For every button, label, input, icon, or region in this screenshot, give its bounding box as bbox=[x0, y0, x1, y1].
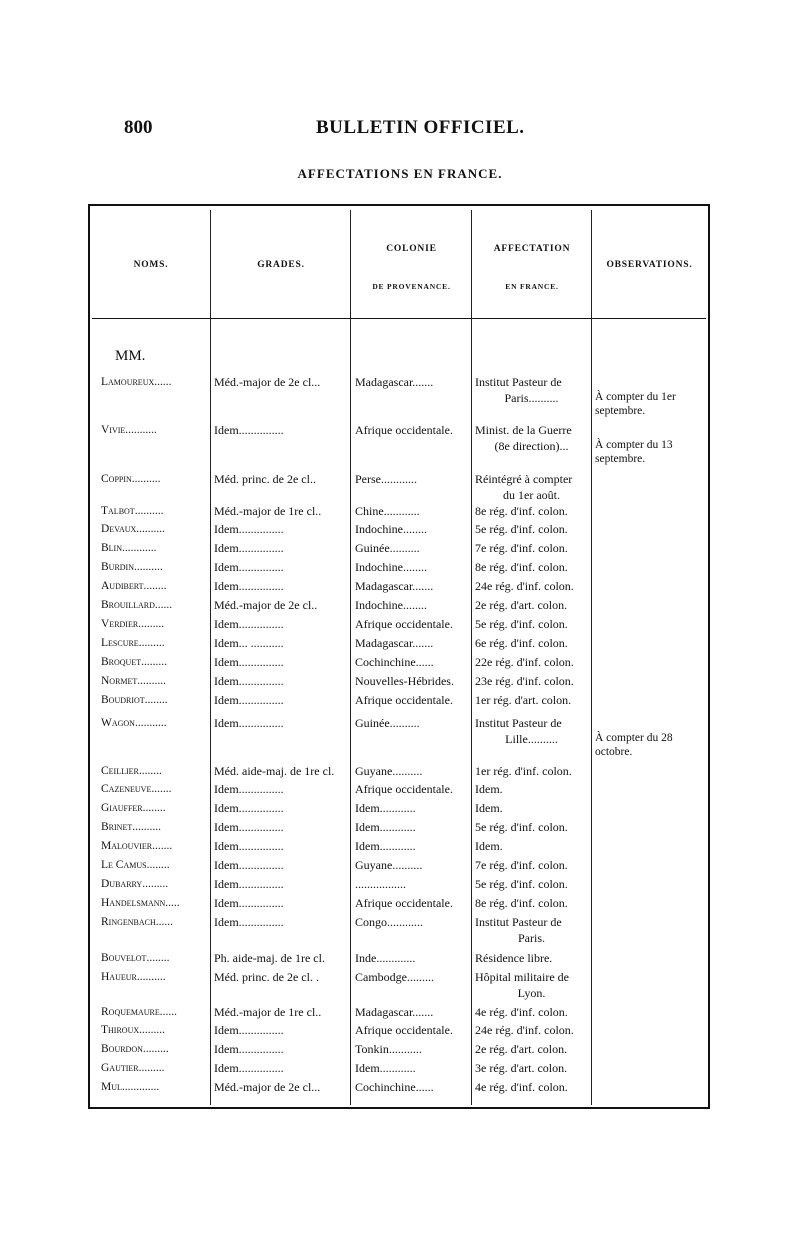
affectation-cell-cont: du 1er août. bbox=[503, 487, 560, 502]
name-cell: Ceillier........ bbox=[101, 765, 162, 777]
colonie-cell: Tonkin........... bbox=[355, 1042, 422, 1056]
colonie-cell: Afrique occidentale. bbox=[355, 617, 453, 631]
affectation-cell: 8e rég. d'inf. colon. bbox=[475, 504, 568, 518]
observation-cell: À compter du 28 octobre. bbox=[595, 732, 673, 758]
grade-cell: Méd.-major de 1re cl.. bbox=[214, 1005, 322, 1019]
colonie-cell: Cochinchine...... bbox=[355, 1080, 434, 1094]
grade-cell: Ph. aide-maj. de 1re cl. bbox=[214, 951, 325, 965]
colonie-cell: Afrique occidentale. bbox=[355, 1023, 453, 1037]
header-rule bbox=[92, 318, 706, 319]
affectation-cell: 1er rég. d'inf. colon. bbox=[475, 764, 572, 778]
colonie-cell: Guyane.......... bbox=[355, 858, 423, 872]
affectation-cell: 23e rég. d'inf. colon. bbox=[475, 674, 574, 688]
header-affectation-sub: EN FRANCE. bbox=[505, 282, 559, 291]
name-cell: Burdin.......... bbox=[101, 561, 163, 573]
colonie-cell: Idem............ bbox=[355, 820, 416, 834]
affectation-cell: 4e rég. d'inf. colon. bbox=[475, 1005, 568, 1019]
colonie-cell: Madagascar....... bbox=[355, 375, 434, 389]
header-observations: OBSERVATIONS. bbox=[606, 260, 693, 270]
colonie-cell: Madagascar....... bbox=[355, 636, 434, 650]
grade-cell: Idem............... bbox=[214, 716, 284, 730]
colonie-cell: Indochine........ bbox=[355, 598, 427, 612]
affectation-cell: Idem. bbox=[475, 839, 503, 853]
colonie-cell: Afrique occidentale. bbox=[355, 782, 453, 796]
name-cell: Haueur.......... bbox=[101, 971, 166, 983]
header-affectation: AFFECTATION bbox=[493, 244, 571, 254]
grade-cell: Idem............... bbox=[214, 1023, 284, 1037]
header-colonie-sub: DE PROVENANCE. bbox=[372, 282, 451, 291]
header-grades: GRADES. bbox=[257, 260, 305, 270]
colonie-cell: Chine............ bbox=[355, 504, 420, 518]
affectation-cell-cont: Lyon. bbox=[517, 985, 546, 1000]
name-cell: Thiroux......... bbox=[101, 1024, 166, 1036]
grade-cell: Idem............... bbox=[214, 896, 284, 910]
affectation-cell: Résidence libre. bbox=[475, 951, 553, 965]
colonie-cell: Nouvelles-Hébrides. bbox=[355, 674, 454, 688]
observation-cell: À compter du 13 septembre. bbox=[595, 439, 673, 465]
colonie-cell: Congo............ bbox=[355, 915, 424, 929]
colonie-cell: Inde............. bbox=[355, 951, 416, 965]
name-cell: Malouvier....... bbox=[101, 840, 173, 852]
grade-cell: Idem............... bbox=[214, 782, 284, 796]
affectation-cell: 5e rég. d'inf. colon. bbox=[475, 617, 568, 631]
grade-cell: Idem............... bbox=[214, 820, 284, 834]
header-colonie: COLONIE bbox=[386, 244, 437, 254]
name-cell: Brinet.......... bbox=[101, 821, 161, 833]
affectation-cell: 8e rég. d'inf. colon. bbox=[475, 560, 568, 574]
colonie-cell: Cambodge......... bbox=[355, 970, 434, 984]
grade-cell: Idem............... bbox=[214, 579, 284, 593]
affectation-cell: 8e rég. d'inf. colon. bbox=[475, 896, 568, 910]
name-cell: Normet.......... bbox=[101, 675, 167, 687]
affectation-cell: Institut Pasteur de bbox=[475, 915, 562, 929]
name-cell: Devaux.......... bbox=[101, 523, 166, 535]
affectation-cell: 22e rég. d'inf. colon. bbox=[475, 655, 574, 669]
name-cell: Boudriot........ bbox=[101, 694, 168, 706]
affectation-cell: 24e rég. d'inf. colon. bbox=[475, 579, 574, 593]
grade-cell: Idem............... bbox=[214, 655, 284, 669]
colonie-cell: Afrique occidentale. bbox=[355, 693, 453, 707]
colonie-cell: Indochine........ bbox=[355, 560, 427, 574]
column-divider bbox=[471, 210, 472, 1105]
colonie-cell: Guinée.......... bbox=[355, 541, 420, 555]
mm-label: MM. bbox=[115, 348, 146, 364]
affectation-cell: Institut Pasteur de bbox=[475, 375, 562, 389]
grade-cell: Idem............... bbox=[214, 541, 284, 555]
header-noms: NOMS. bbox=[133, 260, 169, 270]
affectation-cell: Institut Pasteur de bbox=[475, 716, 562, 730]
name-cell: Handelsmann..... bbox=[101, 897, 180, 909]
name-cell: Gautier......... bbox=[101, 1062, 165, 1074]
affectation-cell: Minist. de la Guerre bbox=[475, 423, 572, 437]
grade-cell: Idem............... bbox=[214, 674, 284, 688]
name-cell: Roquemaure...... bbox=[101, 1006, 178, 1018]
name-cell: Brouillard...... bbox=[101, 599, 173, 611]
affectation-cell: Idem. bbox=[475, 801, 503, 815]
grade-cell: Idem............... bbox=[214, 801, 284, 815]
name-cell: Coppin.......... bbox=[101, 473, 161, 485]
name-cell: Lamoureux...... bbox=[101, 376, 172, 388]
colonie-cell: Idem............ bbox=[355, 839, 416, 853]
name-cell: Giauffer........ bbox=[101, 802, 166, 814]
affectation-cell-cont: (8e direction)... bbox=[494, 438, 569, 453]
name-cell: Dubarry......... bbox=[101, 878, 169, 890]
grade-cell: Méd.-major de 2e cl... bbox=[214, 1080, 321, 1094]
grade-cell: Idem............... bbox=[214, 915, 284, 929]
colonie-cell: Cochinchine...... bbox=[355, 655, 434, 669]
affectation-cell-cont: Lille.......... bbox=[505, 731, 558, 746]
section-title: AFFECTATIONS EN FRANCE. bbox=[297, 166, 503, 181]
affectation-cell: 5e rég. d'inf. colon. bbox=[475, 877, 568, 891]
grade-cell: Méd.-major de 2e cl... bbox=[214, 375, 321, 389]
name-cell: Broquet......... bbox=[101, 656, 167, 668]
affectation-cell: 5e rég. d'inf. colon. bbox=[475, 820, 568, 834]
name-cell: Talbot.......... bbox=[101, 505, 164, 517]
grade-cell: Idem............... bbox=[214, 839, 284, 853]
grade-cell: Méd. princ. de 2e cl. . bbox=[214, 970, 319, 984]
grade-cell: Idem... ........... bbox=[214, 636, 284, 650]
name-cell: Bouvelot........ bbox=[101, 952, 170, 964]
colonie-cell: Guyane.......... bbox=[355, 764, 423, 778]
column-divider bbox=[350, 210, 351, 1105]
grade-cell: Idem............... bbox=[214, 693, 284, 707]
observation-cell: À compter du 1er septembre. bbox=[595, 391, 676, 417]
affectation-cell: 3e rég. d'art. colon. bbox=[475, 1061, 568, 1075]
page-title: BULLETIN OFFICIEL. bbox=[316, 117, 525, 138]
affectation-cell: 5e rég. d'inf. colon. bbox=[475, 522, 568, 536]
affectation-cell: Hôpital militaire de bbox=[475, 970, 569, 984]
colonie-cell: Madagascar....... bbox=[355, 1005, 434, 1019]
grade-cell: Méd.-major de 2e cl.. bbox=[214, 598, 318, 612]
colonie-cell: Idem............ bbox=[355, 1061, 416, 1075]
affectation-cell: 7e rég. d'inf. colon. bbox=[475, 858, 568, 872]
name-cell: Le Camus........ bbox=[101, 859, 170, 871]
grade-cell: Idem............... bbox=[214, 617, 284, 631]
affectation-cell: Réintégré à compter bbox=[475, 472, 573, 486]
grade-cell: Méd. princ. de 2e cl.. bbox=[214, 472, 316, 486]
affectation-cell: 4e rég. d'inf. colon. bbox=[475, 1080, 568, 1094]
page-number: 800 bbox=[124, 117, 153, 138]
colonie-cell: Indochine........ bbox=[355, 522, 427, 536]
name-cell: Wagon........... bbox=[101, 717, 167, 729]
colonie-cell: ................. bbox=[355, 877, 406, 891]
grade-cell: Idem............... bbox=[214, 1061, 284, 1075]
colonie-cell: Guinée.......... bbox=[355, 716, 420, 730]
grade-cell: Idem............... bbox=[214, 560, 284, 574]
colonie-cell: Afrique occidentale. bbox=[355, 896, 453, 910]
name-cell: Lescure......... bbox=[101, 637, 165, 649]
name-cell: Mul............. bbox=[101, 1081, 160, 1093]
colonie-cell: Afrique occidentale. bbox=[355, 423, 453, 437]
grade-cell: Idem............... bbox=[214, 423, 284, 437]
grade-cell: Méd.-major de 1re cl.. bbox=[214, 504, 322, 518]
name-cell: Ringenbach...... bbox=[101, 916, 174, 928]
affectation-cell: 6e rég. d'inf. colon. bbox=[475, 636, 568, 650]
affectation-cell: 2e rég. d'art. colon. bbox=[475, 1042, 568, 1056]
name-cell: Blin............ bbox=[101, 542, 157, 554]
name-cell: Verdier......... bbox=[101, 618, 165, 630]
affectation-cell-cont: Paris.......... bbox=[504, 390, 559, 405]
column-divider bbox=[210, 210, 211, 1105]
name-cell: Audibert........ bbox=[101, 580, 167, 592]
name-cell: Vivie........... bbox=[101, 424, 157, 436]
grade-cell: Idem............... bbox=[214, 858, 284, 872]
name-cell: Cazeneuve....... bbox=[101, 783, 172, 795]
affectation-cell-cont: Paris. bbox=[518, 930, 545, 945]
grade-cell: Idem............... bbox=[214, 877, 284, 891]
affectation-cell: 2e rég. d'art. colon. bbox=[475, 598, 568, 612]
colonie-cell: Perse............ bbox=[355, 472, 417, 486]
name-cell: Bourdon......... bbox=[101, 1043, 169, 1055]
colonie-cell: Idem............ bbox=[355, 801, 416, 815]
column-divider bbox=[591, 210, 592, 1105]
grade-cell: Idem............... bbox=[214, 522, 284, 536]
affectation-cell: 1er rég. d'art. colon. bbox=[475, 693, 572, 707]
grade-cell: Idem............... bbox=[214, 1042, 284, 1056]
grade-cell: Méd. aide-maj. de 1re cl. bbox=[214, 764, 335, 778]
affectation-cell: 24e rég. d'inf. colon. bbox=[475, 1023, 574, 1037]
affectation-cell: Idem. bbox=[475, 782, 503, 796]
colonie-cell: Madagascar....... bbox=[355, 579, 434, 593]
affectation-cell: 7e rég. d'inf. colon. bbox=[475, 541, 568, 555]
